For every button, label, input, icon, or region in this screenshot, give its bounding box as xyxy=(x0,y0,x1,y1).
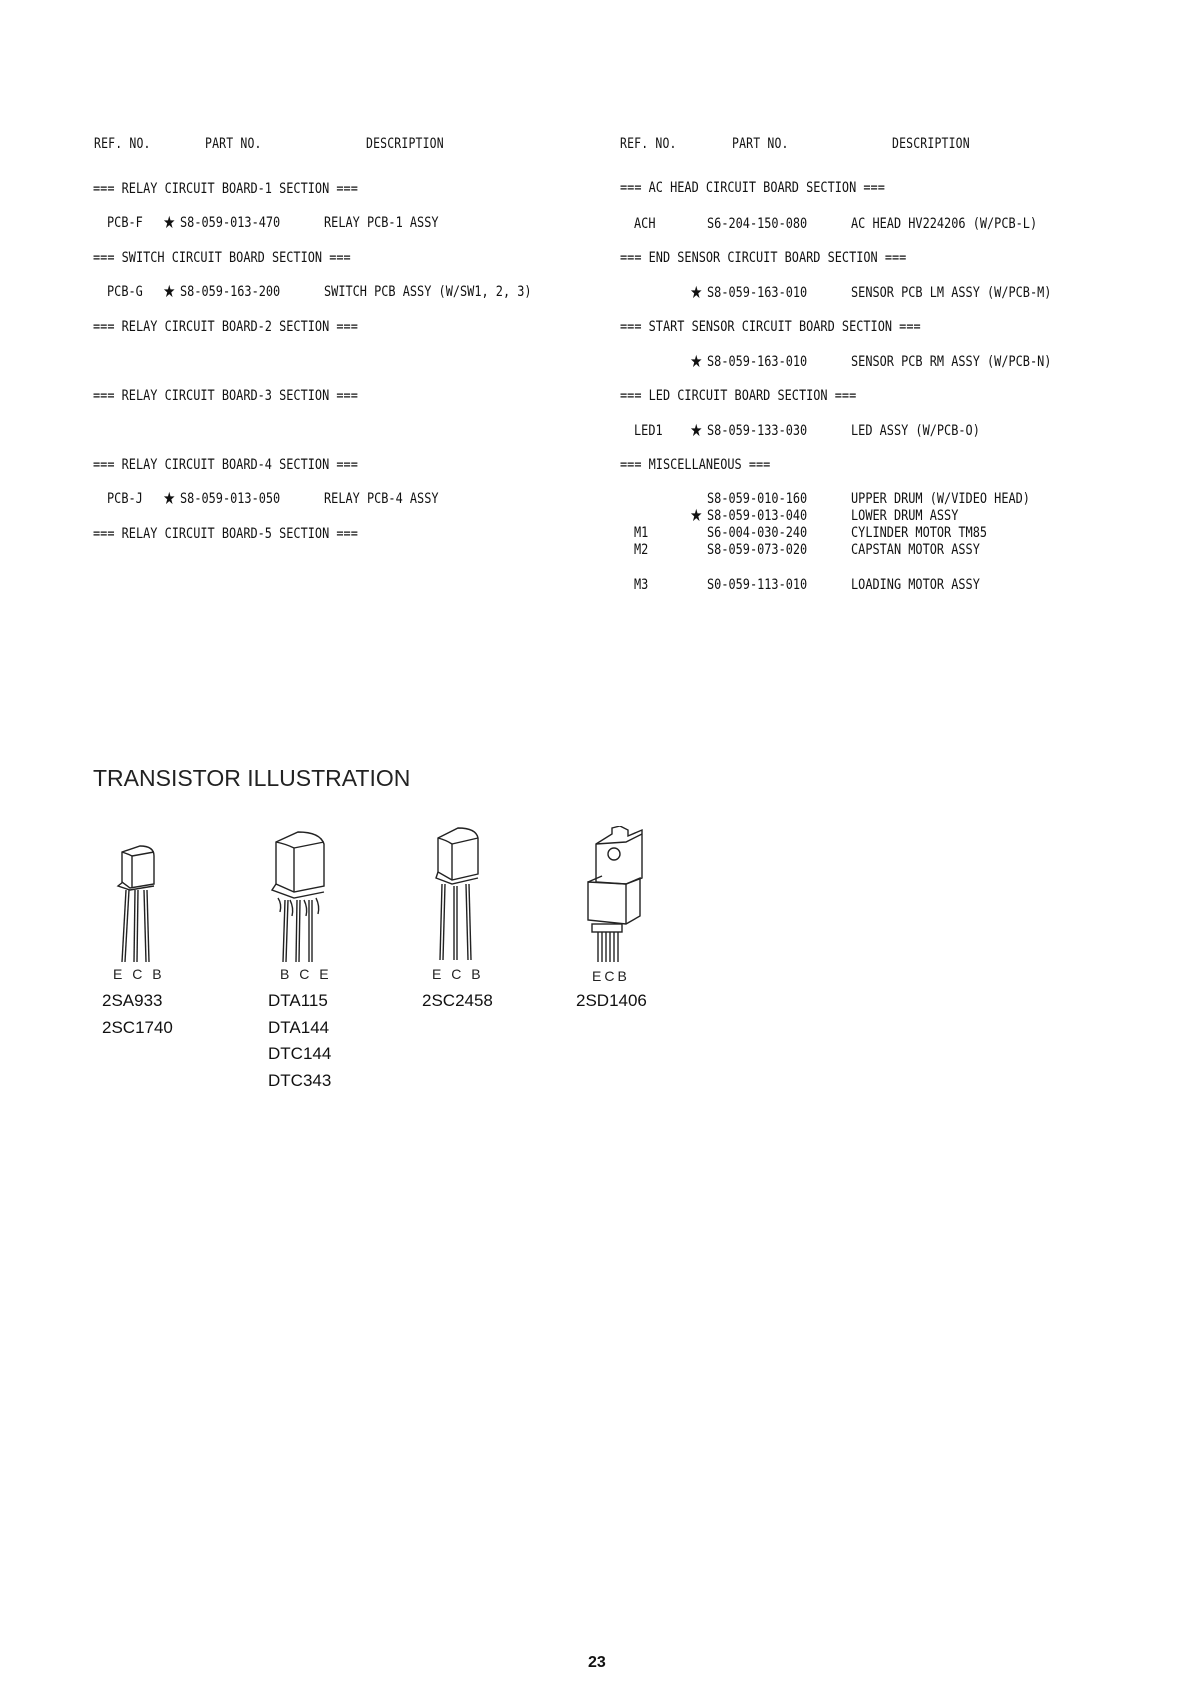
description: RELAY PCB-4 ASSY xyxy=(324,491,439,507)
ref-no: PCB-F xyxy=(107,215,143,231)
transistor-package-3 xyxy=(432,966,484,982)
header-ref-no: REF. NO. xyxy=(94,136,151,152)
part-name: 2SC2458 xyxy=(422,991,493,1010)
part-name-list xyxy=(268,988,331,1094)
header-ref-no: REF. NO. xyxy=(620,136,677,152)
description: UPPER DRUM (W/VIDEO HEAD) xyxy=(851,491,1030,507)
section-title: === RELAY CIRCUIT BOARD-3 SECTION === xyxy=(93,388,358,404)
header-description: DESCRIPTION xyxy=(892,136,970,152)
description: RELAY PCB-1 ASSY xyxy=(324,215,439,231)
part-no: S8-059-133-030 xyxy=(707,423,808,439)
part-name: 2SC1740 xyxy=(102,1017,173,1037)
part-name: 2SA933 xyxy=(102,991,163,1010)
part-name: DTC343 xyxy=(268,1070,332,1090)
section-title: === RELAY CIRCUIT BOARD-4 SECTION === xyxy=(93,457,358,473)
to92l-transistor-drawing xyxy=(432,824,492,964)
part-name: 2SD1406 xyxy=(576,991,647,1010)
ref-no: PCB-J xyxy=(107,491,143,507)
to92-transistor-drawing xyxy=(108,842,168,968)
section-title: === LED CIRCUIT BOARD SECTION === xyxy=(620,388,857,404)
section-title: === MISCELLANEOUS === xyxy=(620,457,771,473)
part-no: S8-059-013-050 xyxy=(180,491,281,507)
part-no: S8-059-163-200 xyxy=(180,284,281,300)
header-description: DESCRIPTION xyxy=(366,136,444,152)
part-name-list xyxy=(422,988,493,1015)
star-icon: ★ xyxy=(690,352,703,372)
ref-no: M3 xyxy=(634,577,649,593)
ref-no: LED1 xyxy=(634,423,663,439)
part-no: S6-204-150-080 xyxy=(707,216,808,232)
part-no: S8-059-163-010 xyxy=(707,354,808,370)
pin-labels: ECB xyxy=(592,968,630,984)
part-name-list xyxy=(576,988,647,1015)
part-no: S8-059-163-010 xyxy=(707,285,808,301)
section-title: === AC HEAD CIRCUIT BOARD SECTION === xyxy=(620,180,885,196)
header-part-no: PART NO. xyxy=(732,136,789,152)
description: SWITCH PCB ASSY (W/SW1, 2, 3) xyxy=(324,284,532,300)
section-title: === START SENSOR CIRCUIT BOARD SECTION === xyxy=(620,319,921,335)
section-title: === END SENSOR CIRCUIT BOARD SECTION === xyxy=(620,250,907,266)
description: CYLINDER MOTOR TM85 xyxy=(851,525,988,541)
section-title: === RELAY CIRCUIT BOARD-2 SECTION === xyxy=(93,319,358,335)
description: AC HEAD HV224206 (W/PCB-L) xyxy=(851,216,1038,232)
part-name-list xyxy=(102,988,173,1041)
star-icon: ★ xyxy=(690,283,703,303)
description: CAPSTAN MOTOR ASSY xyxy=(851,542,980,558)
header-part-no: PART NO. xyxy=(205,136,262,152)
part-name: DTC144 xyxy=(268,1044,332,1063)
description: SENSOR PCB RM ASSY (W/PCB-N) xyxy=(851,354,1052,370)
star-icon: ★ xyxy=(163,489,176,509)
part-name: DTA144 xyxy=(268,1017,330,1037)
description: LED ASSY (W/PCB-O) xyxy=(851,423,980,439)
ref-no: ACH xyxy=(634,216,656,232)
description: LOWER DRUM ASSY xyxy=(851,508,959,524)
description: SENSOR PCB LM ASSY (W/PCB-M) xyxy=(851,285,1052,301)
transistor-package-1 xyxy=(113,966,165,982)
page-number: 23 xyxy=(588,1654,606,1671)
transistor-package-2 xyxy=(280,966,332,982)
part-no: S0-059-113-010 xyxy=(707,577,808,593)
part-no: S8-059-073-020 xyxy=(707,542,808,558)
transistor-illustration-title: TRANSISTOR ILLUSTRATION xyxy=(93,765,411,791)
star-icon: ★ xyxy=(690,506,703,526)
star-icon: ★ xyxy=(690,421,703,441)
part-no: S8-059-013-470 xyxy=(180,215,281,231)
to220-transistor-drawing xyxy=(582,826,648,966)
section-title: === RELAY CIRCUIT BOARD-1 SECTION === xyxy=(93,181,358,197)
description: LOADING MOTOR ASSY xyxy=(851,577,980,593)
ref-no: M2 xyxy=(634,542,649,558)
ref-no: M1 xyxy=(634,525,649,541)
star-icon: ★ xyxy=(163,282,176,302)
pin-labels: E C B xyxy=(432,966,484,982)
section-title: === RELAY CIRCUIT BOARD-5 SECTION === xyxy=(93,526,358,542)
part-no: S8-059-010-160 xyxy=(707,491,808,507)
part-name: DTA115 xyxy=(268,991,328,1010)
star-icon: ★ xyxy=(163,213,176,233)
transistor-package-4 xyxy=(592,968,630,984)
pin-labels: B C E xyxy=(280,966,332,982)
section-title: === SWITCH CIRCUIT BOARD SECTION === xyxy=(93,250,351,266)
ref-no: PCB-G xyxy=(107,284,143,300)
pin-labels: E C B xyxy=(113,966,165,982)
part-no: S6-004-030-240 xyxy=(707,525,808,541)
digital-transistor-drawing xyxy=(268,828,338,968)
part-no: S8-059-013-040 xyxy=(707,508,808,524)
